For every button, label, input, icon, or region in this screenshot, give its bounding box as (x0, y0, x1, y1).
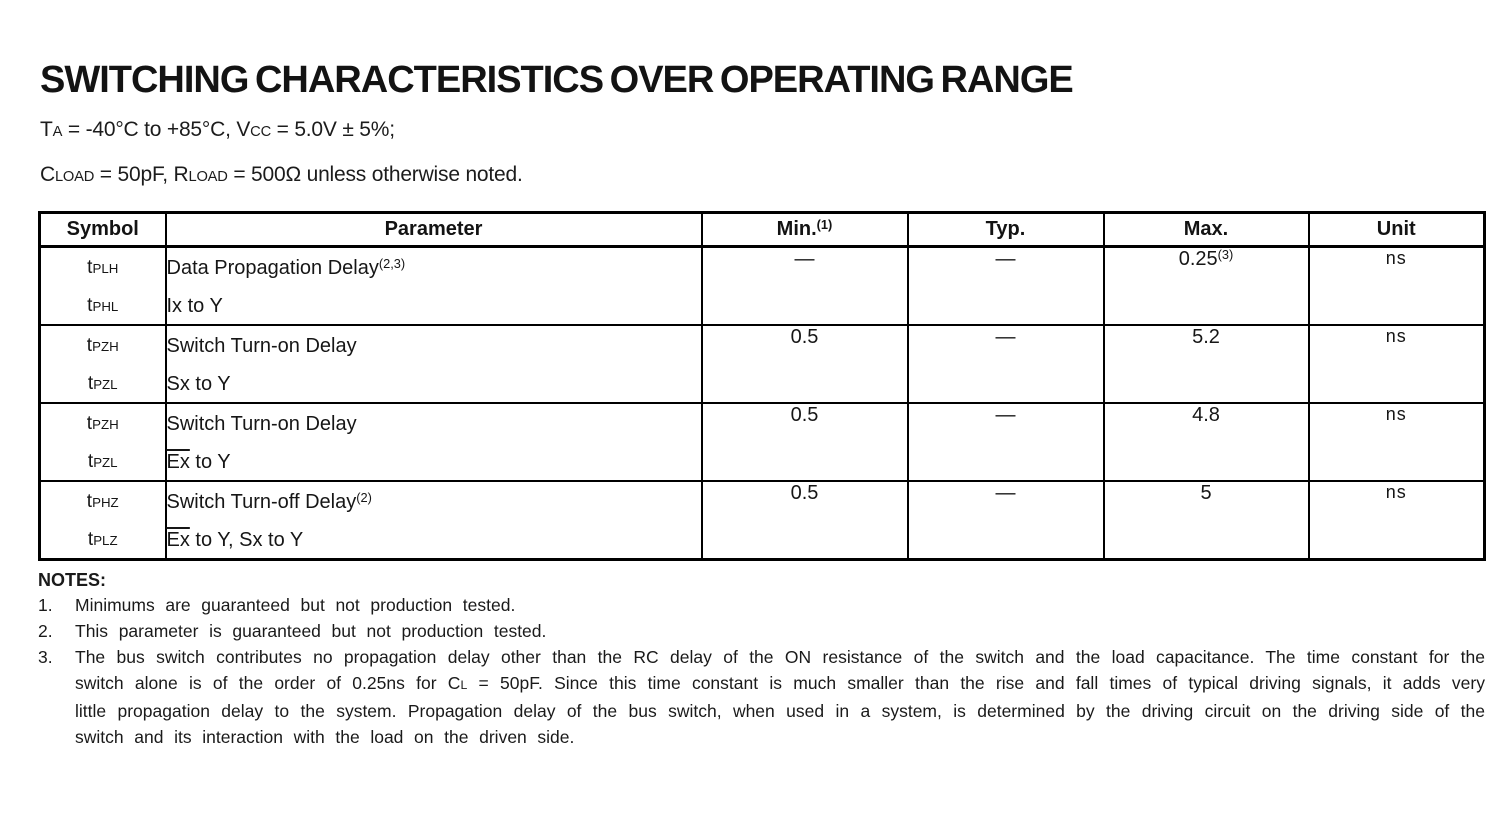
symbol-line: tPLZ (87, 528, 118, 550)
min-cell: 0.5 (702, 325, 908, 403)
header-typ: Typ. (908, 212, 1104, 246)
parameter-line: Switch Turn-on Delay (166, 334, 357, 357)
header-max: Max. (1104, 212, 1309, 246)
header-min: Min.$^{(1)}$ (702, 212, 908, 246)
parameter-line: $\overline{Ex}$ to Y (166, 450, 231, 473)
symbol-cell (40, 246, 166, 325)
symbol-line: tPZH (86, 334, 119, 356)
table-header-row (40, 212, 1485, 246)
max-cell: 5.2 (1104, 325, 1309, 403)
parameter-line: $\overline{Ex}$ to Y, Sx to Y (166, 528, 304, 551)
condition-line-2: CLOAD = 50pF, RLOAD = 500Ω unless otherwise noted. (40, 162, 523, 186)
note-text: This parameter is guaranteed but not production tested. (75, 620, 547, 641)
notes-heading: NOTES: (38, 569, 107, 590)
unit-cell: ns (1309, 325, 1485, 403)
note-number: 1. (38, 594, 53, 615)
unit-cell: ns (1309, 246, 1485, 325)
header-parameter: Parameter (166, 212, 702, 246)
unit-cell: ns (1309, 481, 1485, 560)
symbol-cell (40, 325, 166, 403)
unit-cell: ns (1309, 403, 1485, 481)
note-text: The bus switch contributes no propagation delay other than the RC delay of the ON resistance of the switch and the load capacitance. The time constant for the switch alone is of the order of 0.25ns for CL = 50pF. Since this time constant is much smaller than the rise and fall times of typical driving signals, it adds very little propagation delay to the system. Propagation delay of the bus switch, when used in a system, is determined by the driving circuit on the driving side of the switch and its interaction with the load on the driven side. (75, 646, 1485, 747)
parameter-line: Sx to Y (166, 372, 231, 395)
symbol-line: tPLH (87, 256, 119, 278)
table-row (40, 325, 1485, 403)
switching-characteristics-table (38, 211, 1486, 561)
max-cell: 4.8 (1104, 403, 1309, 481)
header-symbol: Symbol (40, 212, 166, 246)
min-cell: 0.5 (702, 403, 908, 481)
table-row (40, 481, 1485, 560)
note-number: 3. (38, 646, 53, 667)
parameter-cell (166, 403, 702, 481)
header-unit: Unit (1309, 212, 1485, 246)
parameter-line: Switch Turn-off Delay$^{(2)}$ (166, 490, 372, 513)
symbol-cell (40, 481, 166, 560)
notes-section (38, 568, 1485, 750)
max-cell: 5 (1104, 481, 1309, 560)
table-row (40, 246, 1485, 325)
note-item-2 (38, 618, 1485, 644)
page-title: SWITCHING CHARACTERISTICS OVER OPERATING RANGE (40, 59, 1073, 101)
min-cell: 0.5 (702, 481, 908, 560)
parameter-cell (166, 481, 702, 560)
condition-line-1: TA = -40°C to +85°C, VCC = 5.0V ± 5%; (40, 117, 395, 141)
symbol-line: tPHZ (86, 490, 119, 512)
typ-cell: — (908, 246, 1104, 325)
symbol-cell (40, 403, 166, 481)
max-cell: 0.25$^{(3)}$ (1104, 246, 1309, 325)
symbol-line: tPZL (87, 450, 118, 472)
note-item-3 (38, 644, 1485, 750)
parameter-cell (166, 246, 702, 325)
parameter-line: Ix to Y (166, 294, 223, 317)
typ-cell: — (908, 325, 1104, 403)
symbol-line: tPZH (86, 412, 119, 434)
parameter-line: Data Propagation Delay$^{(2,3)}$ (166, 256, 406, 279)
note-number: 2. (38, 620, 53, 641)
note-text: Minimums are guaranteed but not production tested. (75, 594, 516, 615)
parameter-line: Switch Turn-on Delay (166, 412, 357, 435)
min-cell: — (702, 246, 908, 325)
datasheet-page (0, 60, 1494, 750)
typ-cell: — (908, 403, 1104, 481)
symbol-line: tPZL (87, 372, 118, 394)
symbol-line: tPHL (87, 294, 119, 316)
parameter-cell (166, 325, 702, 403)
table-row (40, 403, 1485, 481)
typ-cell: — (908, 481, 1104, 560)
note-item-1 (38, 592, 1485, 618)
